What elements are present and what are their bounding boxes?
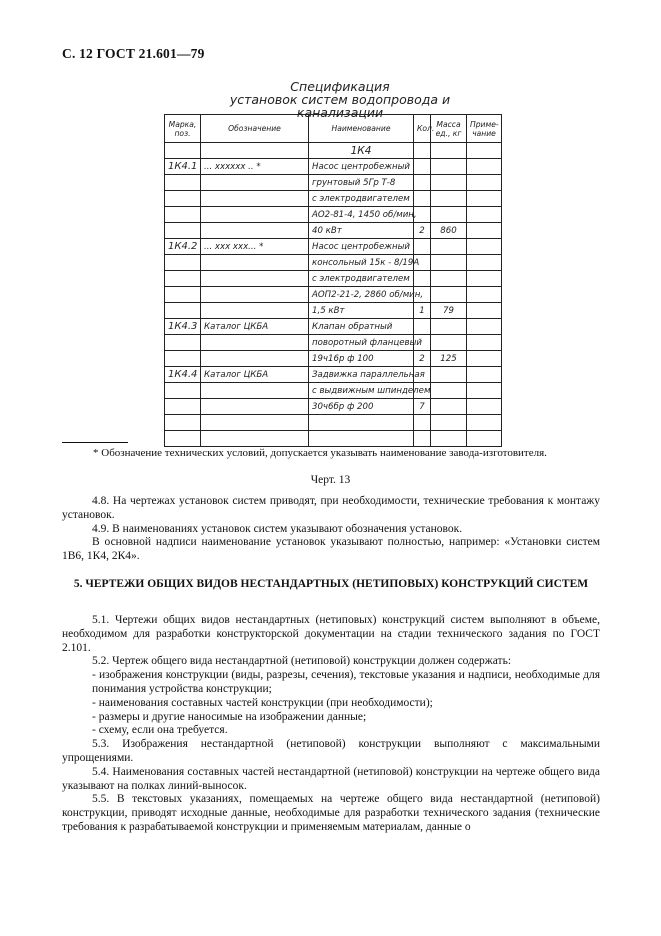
footnote: * Обозначение технических условий, допускается указывать наименование завода-изготовителя. [93, 447, 547, 459]
cell-qty [414, 431, 431, 447]
cell-note [467, 367, 502, 383]
cell-qty [414, 175, 431, 191]
table-row [165, 351, 502, 367]
cell-name: 30ч6бр ф 200 [309, 399, 414, 415]
cell-name: с выдвижным шпинделем [309, 383, 414, 399]
cell-designation [201, 351, 309, 367]
paragraph-5-2: 5.2. Чертеж общего вида нестандартной (нетиповой) конструкции должен содержать: [92, 655, 512, 668]
cell-mass [431, 175, 467, 191]
paragraph-5-5: 5.5. В текстовых указаниях, помещаемых на чертеже общего вида нестандартной (нетиповой) конструкции, приводят исходные данные, необходимые для разработки технического задания (технические требования к разрабатываемой конструкции и применяемым материалам, данные о [62, 793, 600, 833]
table-row [165, 191, 502, 207]
cell-mark [165, 287, 201, 303]
cell-name: Насос центробежный [309, 239, 414, 255]
cell-designation: ... ххх ххх... * [201, 239, 309, 255]
paragraph-5-4: 5.4. Наименования составных частей нестандартной (нетиповой) конструкции на чертеже общего вида указывают на полках линий-выносок. [62, 765, 600, 792]
cell-mass [431, 207, 467, 223]
table-row [165, 399, 502, 415]
cell-mark [165, 191, 201, 207]
cell-mark [165, 399, 201, 415]
cell-note [467, 319, 502, 335]
cell-mark: 1К4.4 [165, 367, 201, 383]
cell-name: 1К4 [309, 143, 414, 159]
cell-designation [201, 335, 309, 351]
cell-mass [431, 399, 467, 415]
cell-designation [201, 399, 309, 415]
table-row [165, 255, 502, 271]
table-row [165, 415, 502, 431]
cell-mass: 79 [431, 303, 467, 319]
cell-designation [201, 223, 309, 239]
table-row [165, 431, 502, 447]
cell-note [467, 399, 502, 415]
cell-designation [201, 415, 309, 431]
cell-mark: 1К4.3 [165, 319, 201, 335]
cell-name [309, 431, 414, 447]
col-header-note: Приме- чание [467, 115, 502, 143]
cell-mass [431, 415, 467, 431]
cell-mass [431, 319, 467, 335]
cell-note [467, 351, 502, 367]
paragraph-4-8: 4.8. На чертежах установок систем приводят, при необходимости, технические требования к монтажу установок. [62, 495, 600, 521]
cell-mark [165, 271, 201, 287]
cell-designation: ... хххххх .. * [201, 159, 309, 175]
cell-note [467, 191, 502, 207]
cell-mark [165, 351, 201, 367]
cell-mark [165, 415, 201, 431]
table-row [165, 143, 502, 159]
cell-qty [414, 159, 431, 175]
cell-mark: 1К4.1 [165, 159, 201, 175]
cell-note [467, 239, 502, 255]
cell-mass [431, 159, 467, 175]
cell-mark [165, 143, 201, 159]
cell-name [309, 415, 414, 431]
cell-name: 40 кВт [309, 223, 414, 239]
cell-note [467, 383, 502, 399]
cell-designation [201, 431, 309, 447]
cell-name: с электродвигателем [309, 271, 414, 287]
table-body [165, 143, 502, 447]
cell-designation [201, 271, 309, 287]
footnote-rule [62, 442, 128, 443]
list-item: - размеры и другие наносимые на изображении данные; [92, 710, 367, 723]
cell-mass: 860 [431, 223, 467, 239]
cell-mark [165, 255, 201, 271]
cell-mass [431, 431, 467, 447]
cell-mark [165, 207, 201, 223]
cell-note [467, 271, 502, 287]
cell-note [467, 159, 502, 175]
cell-mass [431, 191, 467, 207]
col-header-qty: Кол. [414, 115, 431, 143]
text-block-a [62, 495, 600, 564]
cell-designation: Каталог ЦКБА [201, 319, 309, 335]
table-row [165, 239, 502, 255]
cell-qty: 2 [414, 351, 431, 367]
cell-designation: Каталог ЦКБА [201, 367, 309, 383]
cell-mark: 1К4.2 [165, 239, 201, 255]
cell-qty: 1 [414, 303, 431, 319]
table-row [165, 287, 502, 303]
cell-mark [165, 431, 201, 447]
cell-note [467, 287, 502, 303]
cell-designation [201, 303, 309, 319]
table-row [165, 175, 502, 191]
cell-designation [201, 383, 309, 399]
cell-qty: 7 [414, 399, 431, 415]
cell-qty [414, 415, 431, 431]
section-title: 5. ЧЕРТЕЖИ ОБЩИХ ВИДОВ НЕСТАНДАРТНЫХ (НЕТИПОВЫХ) КОНСТРУКЦИЙ СИСТЕМ [73, 578, 589, 590]
col-header-name: Наименование [309, 115, 414, 143]
cell-note [467, 415, 502, 431]
paragraph-5-3: 5.3. Изображения нестандартной (нетиповой) конструкции выполняют с максимальными упрощениями. [62, 738, 600, 764]
cell-name: 1,5 кВт [309, 303, 414, 319]
col-header-designation: Обозначение [201, 115, 309, 143]
cell-name: Задвижка параллельная [309, 367, 414, 383]
table-row [165, 223, 502, 239]
cell-designation [201, 287, 309, 303]
cell-designation [201, 207, 309, 223]
cell-note [467, 431, 502, 447]
cell-mass [431, 287, 467, 303]
cell-mark [165, 223, 201, 239]
table-row [165, 383, 502, 399]
cell-qty [414, 239, 431, 255]
cell-name: АОП2-21-2, 2860 об/мин, [309, 287, 414, 303]
cell-mass: 125 [431, 351, 467, 367]
col-header-mass: Масса ед., кг [431, 115, 467, 143]
cell-qty [414, 319, 431, 335]
list-item: - наименования составных частей конструкции (при необходимости); [92, 696, 433, 709]
cell-name: с электродвигателем [309, 191, 414, 207]
cell-designation [201, 175, 309, 191]
cell-note [467, 207, 502, 223]
table-header-row [165, 115, 502, 143]
cell-mass [431, 239, 467, 255]
cell-name: консольный 15к - 8/19А [309, 255, 414, 271]
cell-qty [414, 143, 431, 159]
cell-name: Насос центробежный [309, 159, 414, 175]
text-block-b [62, 614, 600, 835]
spec-title-line-2: установок систем водопровода и канализации [229, 92, 451, 120]
cell-mark [165, 383, 201, 399]
cell-designation [201, 191, 309, 207]
cell-note [467, 255, 502, 271]
cell-name: Клапан обратный [309, 319, 414, 335]
paragraph-4-9: 4.9. В наименованиях установок систем указывают обозначения установок. [92, 522, 463, 535]
list-item: - изображения конструкции (виды, разрезы, сечения), текстовые указания и надписи, необходимые для понимания устройства конструкции; [92, 669, 600, 695]
figure-caption: Черт. 13 [310, 474, 351, 486]
specification-table [164, 114, 502, 447]
table-row [165, 207, 502, 223]
cell-designation [201, 255, 309, 271]
paragraph-5-1: 5.1. Чертежи общих видов нестандартных (нетиповых) конструкций систем выполняют в объеме, необходимом для разработки конструкторской документации на стадии технического задания по ГОСТ 2.101. [62, 614, 600, 654]
list-item: - схему, если она требуется. [92, 724, 228, 737]
table-row [165, 271, 502, 287]
cell-qty [414, 271, 431, 287]
cell-name: грунтовый 5Гр Т-8 [309, 175, 414, 191]
cell-mass [431, 255, 467, 271]
cell-note [467, 223, 502, 239]
cell-note [467, 175, 502, 191]
cell-mass [431, 367, 467, 383]
cell-mass [431, 383, 467, 399]
cell-name: 19ч16р ф 100 [309, 351, 414, 367]
page-header: С. 12 ГОСТ 21.601—79 [62, 46, 205, 61]
cell-mass [431, 143, 467, 159]
cell-mass [431, 271, 467, 287]
cell-name: АО2-81-4, 1450 об/мин, [309, 207, 414, 223]
table-row [165, 303, 502, 319]
cell-qty [414, 191, 431, 207]
cell-mark [165, 175, 201, 191]
cell-note [467, 335, 502, 351]
table-row [165, 159, 502, 175]
table-row [165, 319, 502, 335]
spec-title-line-1: Спецификация [290, 79, 390, 94]
paragraph-title-block: В основной надписи наименование установок указывают полностью, например: «Установки систем 1В6, 1К4, 2К4». [62, 536, 600, 563]
cell-mass [431, 335, 467, 351]
col-header-mark: Марка, поз. [165, 115, 201, 143]
table-row [165, 367, 502, 383]
cell-mark [165, 335, 201, 351]
cell-designation [201, 143, 309, 159]
cell-note [467, 303, 502, 319]
cell-mark [165, 303, 201, 319]
cell-name: поворотный фланцевый [309, 335, 414, 351]
table-row [165, 335, 502, 351]
cell-qty: 2 [414, 223, 431, 239]
cell-note [467, 143, 502, 159]
